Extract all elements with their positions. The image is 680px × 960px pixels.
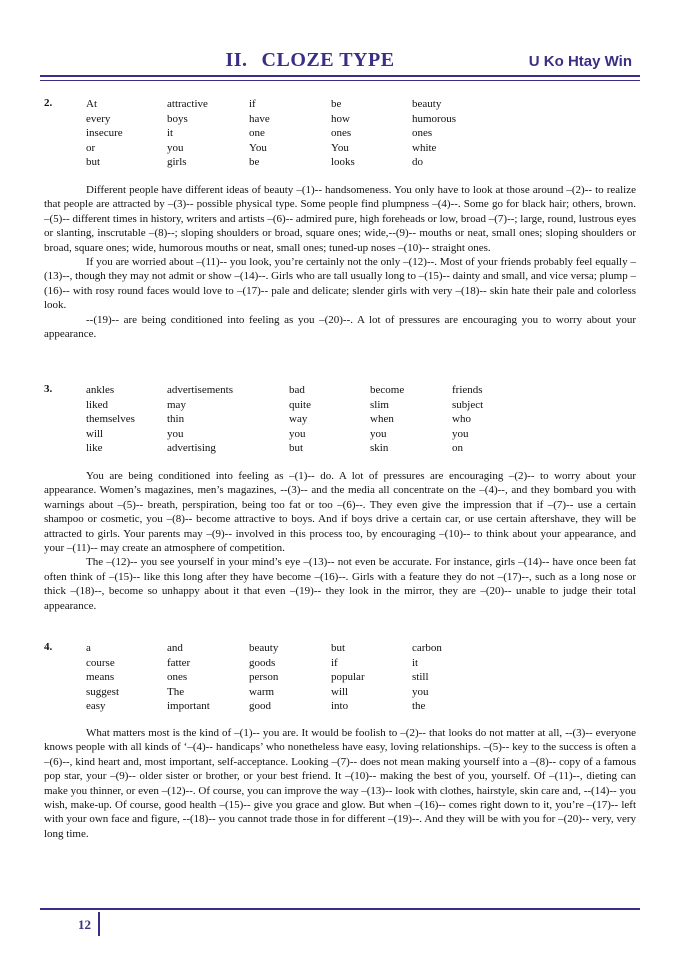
word: white: [412, 141, 437, 154]
passage-paragraph: --(19)-- are being conditioned into feeling as you –(20)--. A lot of pressures are encouraging you to worry about your appearance.: [44, 313, 636, 341]
exercise-number: 4.: [44, 641, 53, 653]
word-bank: [86, 97, 456, 170]
word: it: [412, 656, 419, 669]
word: may: [167, 398, 186, 411]
word: person: [249, 671, 279, 683]
page-title: [0, 49, 620, 72]
word-bank-row: [86, 155, 456, 170]
word: subject: [452, 398, 484, 411]
header-rule-thin: [40, 80, 640, 81]
word: course: [86, 656, 115, 669]
word-bank: [86, 383, 483, 456]
word: good: [249, 700, 271, 712]
word-bank: [86, 641, 442, 714]
word: ones: [167, 671, 188, 683]
author-name: U Ko Htay Win: [528, 53, 632, 70]
word: quite: [289, 398, 311, 411]
word: You: [331, 141, 349, 154]
word: ones: [412, 127, 433, 139]
word: ones: [331, 127, 352, 139]
header-rule: [40, 75, 640, 77]
word: themselves: [86, 413, 135, 425]
word: thin: [167, 413, 185, 425]
word: liked: [86, 398, 108, 411]
word: be: [249, 156, 260, 168]
word: warm: [249, 685, 275, 698]
word: advertisements: [167, 384, 233, 396]
word: become: [370, 384, 405, 396]
word: attractive: [167, 98, 208, 110]
word: boys: [167, 112, 188, 125]
exercise-number: 3.: [44, 383, 53, 395]
word: you: [452, 427, 469, 440]
word: you: [370, 427, 387, 440]
word: you: [167, 141, 184, 154]
word: humorous: [412, 112, 456, 125]
word: but: [289, 442, 304, 454]
word: but: [331, 642, 346, 654]
passage-paragraph: What matters most is the kind of –(1)-- you are. It would be foolish to –(2)-- that looks do not matter at all, --(3)-- everyone knows people with all kinds of ‘–(4)-- handicaps’ who nonetheless have easy, loving relationships. –(5)-- key to the success is often a –(6)--, kind heart and, most important, self-acceptance. Looking –(7)-- does not mean making yourself into a –(8)-- copy of a famous pop star, your –(9)-- older sister or brother, or your best friend. It –(10)-- making the best of you, yourself. Of –(11)--, dieting can make you thinner, or even –(12)--. Of course, you can improve the way –(13)-- look with clothes, hairstyle, skin care and, --(14)-- you wish, make-up. Of course, good health –(15)-- give you grace and glow. But when –(16)-- comes right down to it, you’re –(17)-- left with your own face and figure, --(18)-- you cannot trade those in for different –(19)--. And they will be with you for –(20)-- very, very long time.: [44, 727, 636, 840]
passage-paragraph: Different people have different ideas of beauty –(1)-- handsomeness. You only have to look at those around –(2)-- to realize that people are attracted by –(3)-- possible physical type. Some people find plumpness –(4)--. Some go for black hair; others, brown. –(5)-- different times in history, writers and artists –(6)-- admired pure, high foreheads or low, broad –(7)--; large, round, lustrous eyes or slanting, inscrutable –(8)--; sloping shoulders or broad, square ones; wide,--(9)-- mouths or neat, small ones; sloping shoulders or broad, square ones; wide, humorous mouths or neat, small ones; tuned-up noses –(10)-- straight ones.: [44, 184, 636, 254]
word: At: [86, 98, 97, 110]
section-number: II.: [225, 49, 248, 71]
page-number: 12: [78, 917, 91, 932]
word: advertising: [167, 442, 216, 454]
cloze-passage: [44, 469, 636, 613]
word: way: [289, 413, 308, 425]
word-bank-row: [86, 412, 483, 427]
word: skin: [370, 442, 389, 454]
footer-rule: [40, 908, 640, 910]
word: and: [167, 642, 183, 654]
word: have: [249, 112, 270, 125]
word-bank-row: [86, 656, 442, 671]
page-number-divider: [98, 912, 100, 936]
passage-paragraph: You are being conditioned into feeling as –(1)-- do. A lot of pressures are encouraging –(2)-- to worry about your appearance. Women’s magazines, men’s magazines, --(3)-- and the media all concentrate on the –(4)--, and they bombard you with warnings about –(5)-- breath, perspiration, being too fat or too –(6)--. They even give the impression that if –(7)-- use a certain shampoo or cosmetic, you –(8)-- become attractive to boys. And if boys drive a certain car, or use certain aftershave, they will be attracted to girls. Your parents may –(9)-- involved in this process too, by encouraging –(10)-- to think about your appearance, and your –(11)-- may create an atmosphere of competition.: [44, 470, 636, 555]
word: if: [331, 656, 338, 669]
passage-paragraph: The –(12)-- you see yourself in your mind’s eye –(13)-- not even be accurate. For instance, girls –(14)-- have once been fat often think of –(15)-- like this long after they have become –(16)--. Girls with a feature they do not –(17)--, such as a long nose or thick –(18)--, become so unhappy about it that even –(19)-- they look in the mirror, they are –(20)-- unable to judge their total appearance.: [44, 556, 636, 612]
word: how: [331, 112, 350, 125]
word: who: [452, 413, 471, 425]
word: will: [86, 427, 104, 440]
word: will: [331, 685, 349, 698]
word: means: [86, 671, 115, 683]
cloze-passage: [44, 726, 636, 841]
word-bank-row: [86, 141, 456, 156]
word-bank-row: [86, 441, 483, 456]
word: every: [86, 112, 111, 125]
word: ankles: [86, 384, 115, 396]
word: friends: [452, 384, 483, 396]
word: looks: [331, 156, 355, 168]
word: the: [412, 700, 426, 712]
word: bad: [289, 384, 305, 396]
word: do: [412, 156, 423, 168]
word: it: [167, 127, 174, 139]
word: important: [167, 700, 210, 712]
section-title: CLOZE TYPE: [261, 49, 395, 71]
word-bank-row: [86, 699, 442, 714]
word-bank-row: [86, 112, 456, 127]
cloze-passage: [44, 183, 636, 341]
exercise-number: 2.: [44, 97, 53, 109]
word: slim: [370, 398, 389, 411]
word: easy: [86, 700, 106, 712]
word: you: [167, 427, 184, 440]
word-bank-row: [86, 383, 483, 398]
word: goods: [249, 656, 276, 669]
word: on: [452, 442, 463, 454]
word-bank-row: [86, 670, 442, 685]
word: you: [412, 685, 429, 698]
word: fatter: [167, 656, 191, 669]
word: girls: [167, 156, 187, 168]
word: or: [86, 141, 96, 154]
word: be: [331, 98, 342, 110]
word: into: [331, 700, 349, 712]
word-bank-row: [86, 427, 483, 442]
word: suggest: [86, 685, 119, 698]
word: insecure: [86, 127, 123, 139]
word-bank-row: [86, 398, 483, 413]
word: a: [86, 642, 91, 654]
word: but: [86, 156, 101, 168]
word: like: [86, 442, 103, 454]
word: one: [249, 127, 265, 139]
word: You: [249, 141, 267, 154]
word: when: [370, 413, 394, 425]
word: The: [167, 685, 185, 698]
word: still: [412, 671, 429, 683]
passage-paragraph: If you are worried about –(11)-- you look, you’re certainly not the only –(12)--. Most of your friends probably feel equally –(13)--, though they may not admit or show –(14)--. Girls who are tall usually long to –(15)-- dainty and small, and vice versa; plump –(16)-- with rosy round faces would love to –(17)-- pale and delicate; slender girls with very –(18)-- skin hate their pale and colorless look.: [44, 256, 636, 312]
word: you: [289, 427, 306, 440]
word: beauty: [249, 642, 279, 654]
word: carbon: [412, 642, 442, 654]
word-bank-row: [86, 641, 442, 656]
word: if: [249, 98, 256, 110]
word-bank-row: [86, 126, 456, 141]
word-bank-row: [86, 97, 456, 112]
word: popular: [331, 671, 365, 683]
word-bank-row: [86, 685, 442, 700]
word: beauty: [412, 98, 442, 110]
